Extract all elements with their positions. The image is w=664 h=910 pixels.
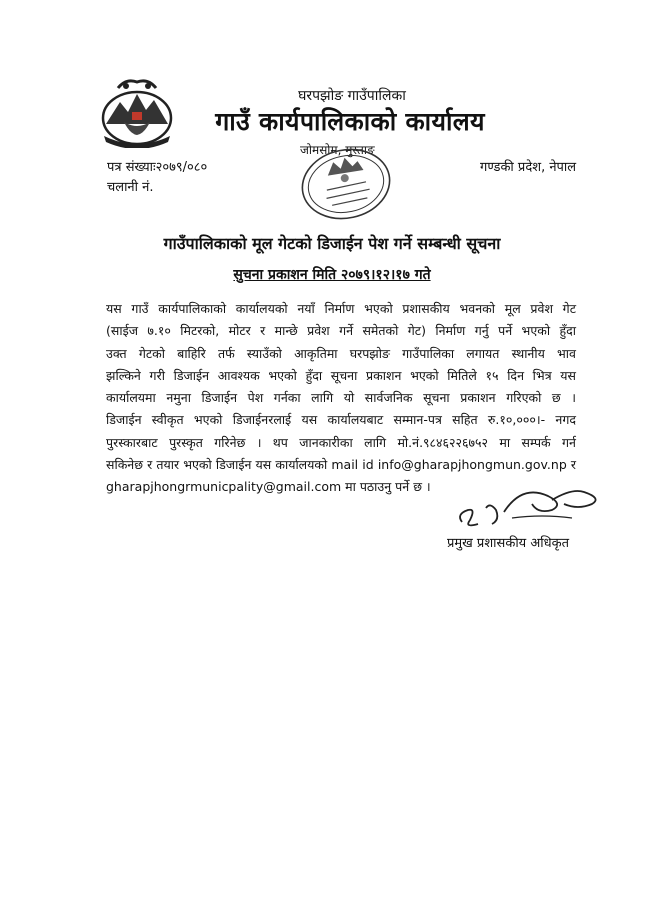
body-line: झल्किने गरी डिजाईन आवश्यक भएको हुँदा सूचना प्रकाशन भएको मितिले १५ दिन भित्र यस — [106, 367, 576, 383]
office-title: गाउँ कार्यपालिकाको कार्यालय — [215, 107, 485, 136]
office-stamp-icon — [296, 142, 396, 226]
body-line: (साईज ७.१० मिटरको, मोटर र मान्छे प्रवेश गर्ने समेतको गेट) निर्माण गर्नु पर्ने भएको हुँदा — [106, 323, 576, 339]
province-label: गण्डकी प्रदेश, नेपाल — [480, 160, 577, 175]
publication-date — [0, 265, 664, 284]
notice-title: गाउँपालिकाको मूल गेटको डिजाईन पेश गर्ने सम्बन्धी सूचना — [163, 234, 501, 253]
publication-date-text: सुचना प्रकाशन मिति २०७९।१२।१७ गते — [233, 267, 431, 283]
office-address: जोमसोम, मुस्ताङ — [300, 143, 375, 157]
body-line: डिजाईन स्वीकृत भएको डिजाईनरलाई यस कार्यालयबाट सम्मान-पत्र सहित रु.१०,०००।- नगद — [106, 412, 576, 428]
notice-body — [106, 298, 576, 499]
signatory-designation: प्रमुख प्रशासकीय अधिकृत — [447, 536, 570, 551]
body-line: gharapjhongrmunicpality@gmail.com मा पठाउनु पर्ने छ । — [106, 479, 431, 495]
letter-number: पत्र संख्याः२०७९/०८० — [107, 160, 208, 175]
body-line: उक्त गेटको बाहिरि तर्फ स्याउँको आकृतिमा घरपझोङ गाउँपालिका लगायत स्थानीय भाव — [106, 345, 576, 361]
body-line: सकिनेछ र तयार भएको डिजाईन यस कार्यालयको mail id info@gharapjhongmun.gov.np र — [106, 457, 576, 473]
signature-icon — [452, 474, 612, 534]
body-line: पुरस्कारबाट पुरस्कृत गरिनेछ । थप जानकारीका लागि मो.नं.९८४६२२६७५२ मा सम्पर्क गर्न — [106, 434, 576, 450]
body-line: यस गाउँ कार्यपालिकाको कार्यालयको नयाँ निर्माण भएको प्रशासकीय भवनको मूल प्रवेश गेट — [106, 301, 576, 316]
dispatch-number: चलानी नं. — [107, 180, 154, 195]
municipality-name: घरपझोङ गाउँपालिका — [298, 88, 406, 104]
body-line: कार्यालयमा नमुना डिजाईन पेश गर्नका लागि यो सार्वजनिक सूचना प्रकाशन गरिएको छ । — [106, 390, 576, 406]
